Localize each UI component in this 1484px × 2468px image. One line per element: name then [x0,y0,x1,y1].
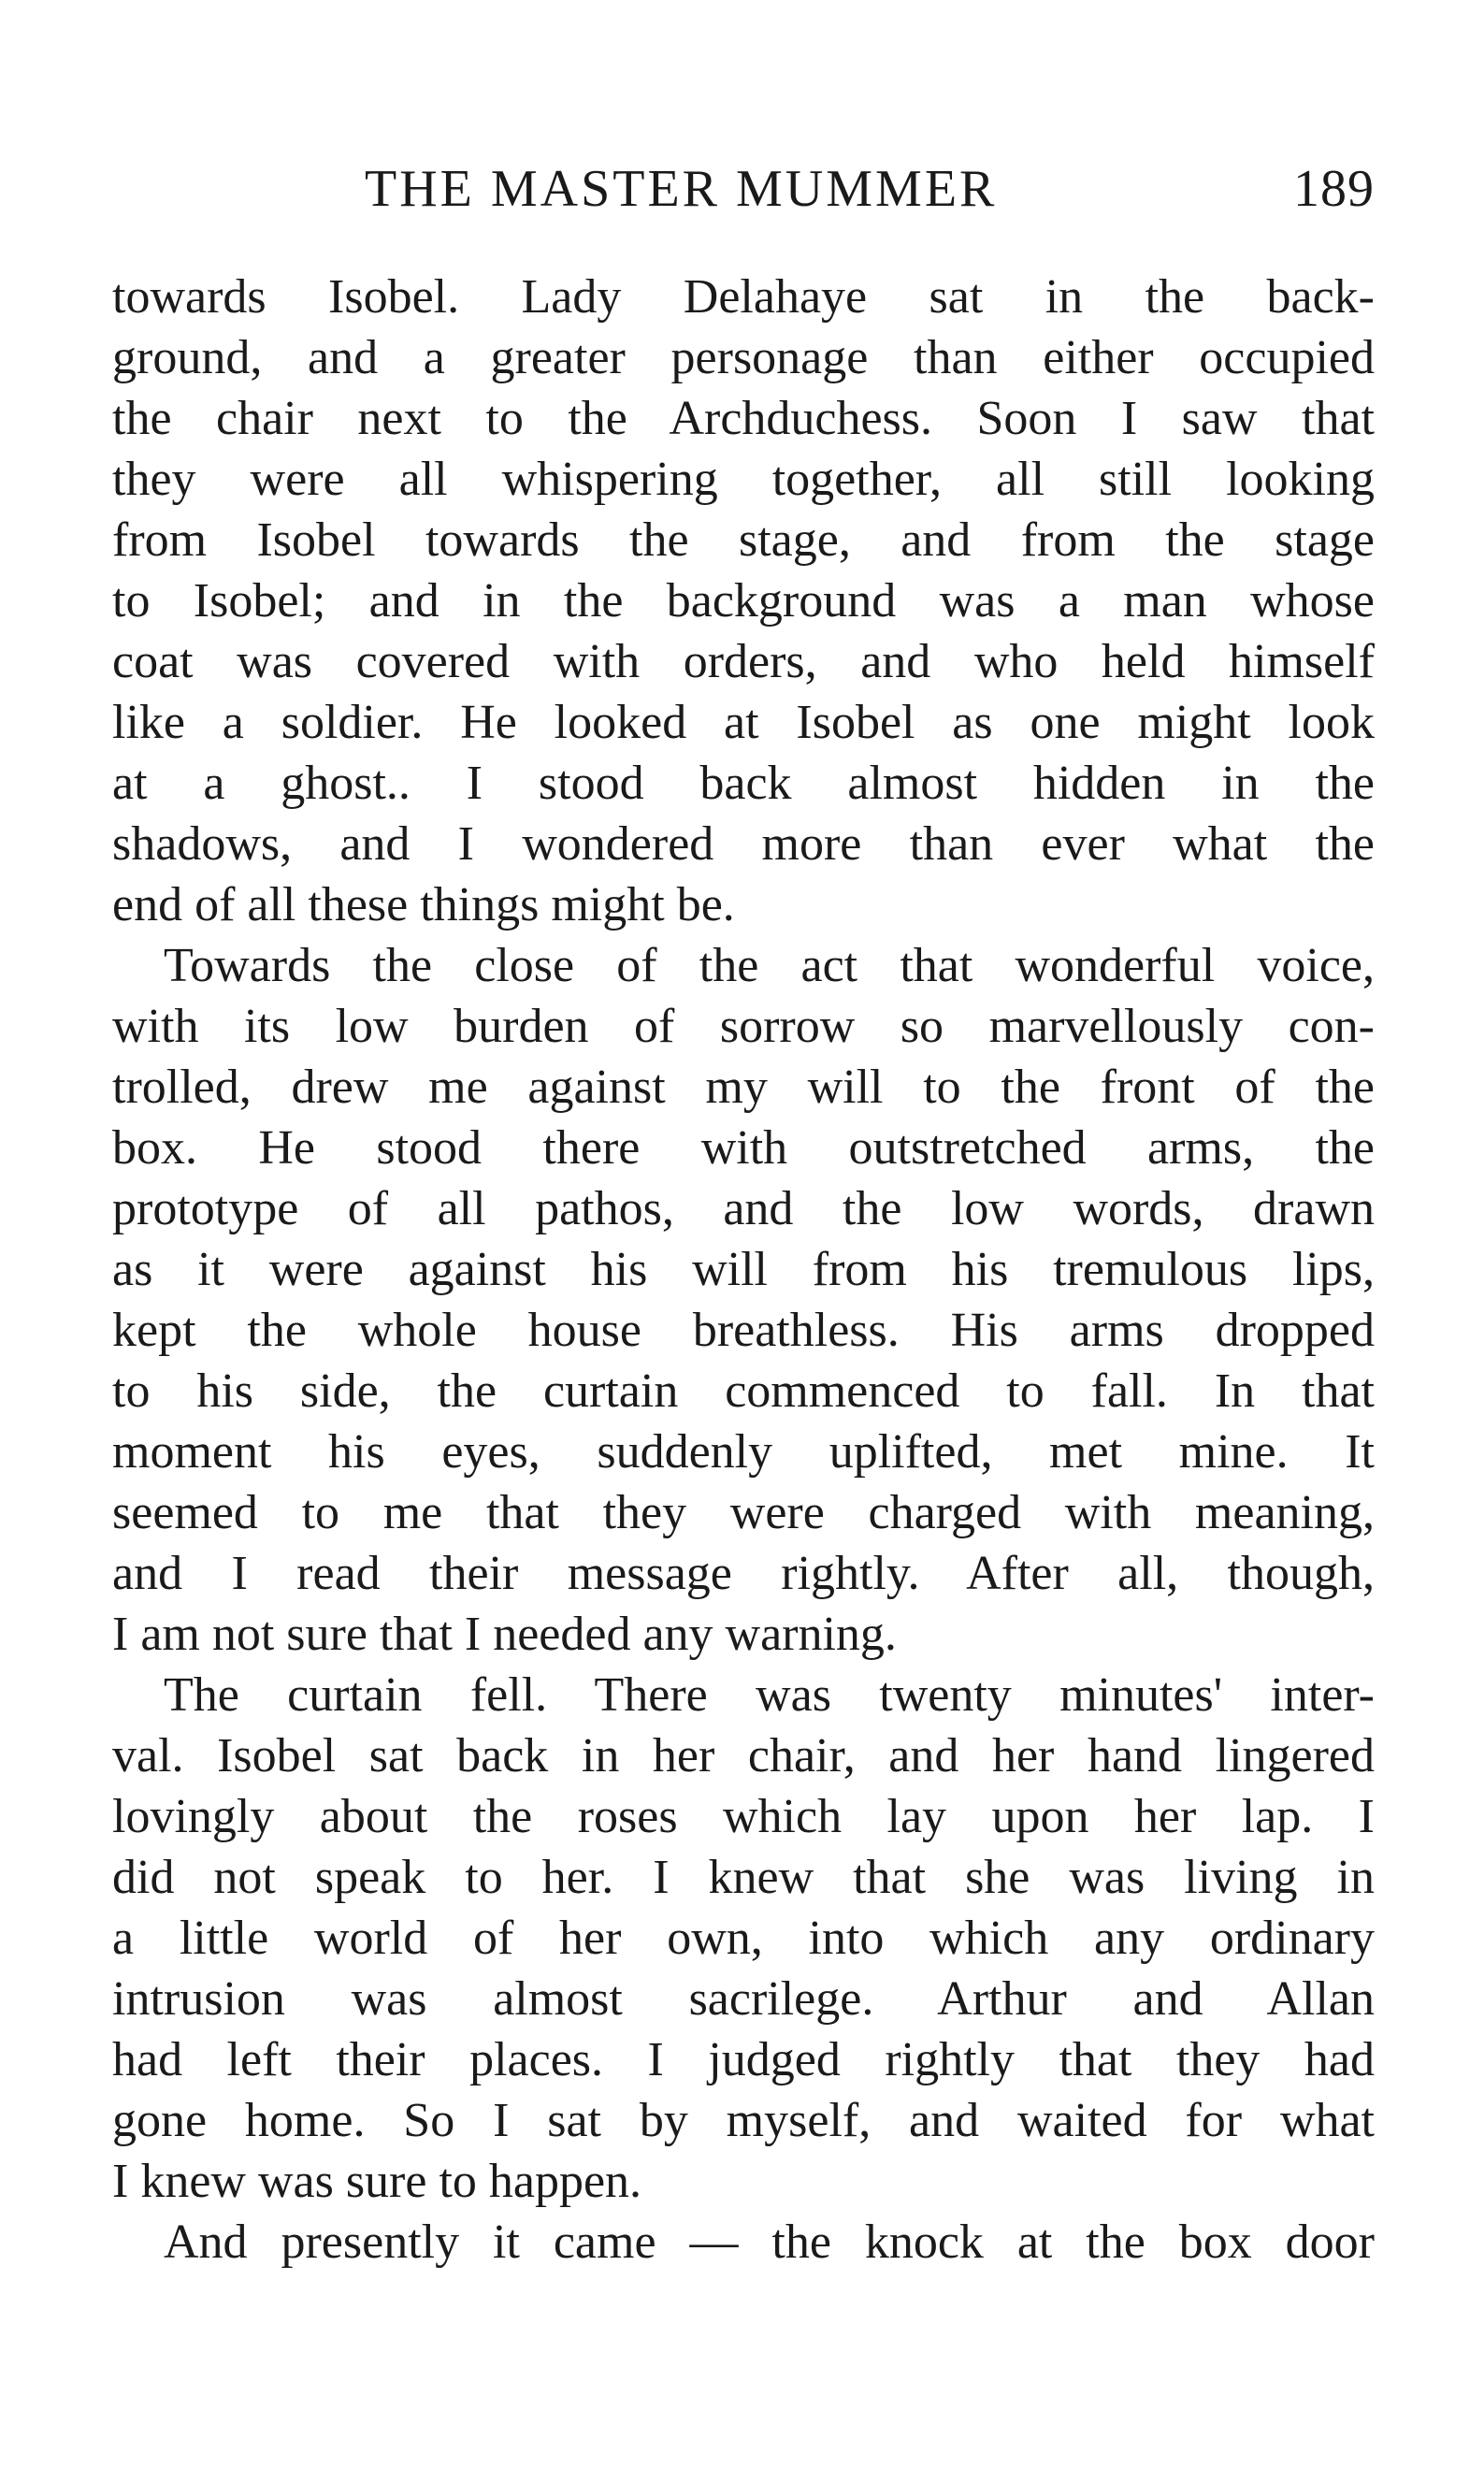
text-line: kept the whole house breathless. His arms dropped [112,1304,1375,1357]
text-line: the chair next to the Archduchess. Soon I saw that [112,392,1375,445]
paragraph-4 [112,2212,1375,2273]
text-line: lovingly about the roses which lay upon her lap. I [112,1790,1375,1843]
text-line: And presently it came — the knock at the box door [164,2215,1375,2269]
text-line: prototype of all pathos, and the low words, drawn [112,1182,1375,1235]
running-header [112,159,1375,234]
text-line: seemed to me that they were charged with meaning, [112,1486,1375,1539]
text-line: had left their places. I judged rightly that they had [112,2033,1375,2086]
text-line: a little world of her own, into which any ordinary [112,1912,1375,1965]
text-line: intrusion was almost sacrilege. Arthur and Allan [112,1972,1375,2026]
text-line: from Isobel towards the stage, and from the stage [112,513,1375,567]
text-line: val. Isobel sat back in her chair, and her hand lingered [112,1729,1375,1782]
paragraph-3 [112,1665,1375,2212]
text-line: and I read their message rightly. After all, though, [112,1547,1375,1600]
text-line: did not speak to her. I knew that she was living in [112,1851,1375,1904]
text-line: box. He stood there with outstretched arms, the [112,1121,1375,1175]
body-text [112,267,1375,2273]
text-line: like a soldier. He looked at Isobel as one might look [112,696,1375,749]
paragraph-1 [112,267,1375,935]
running-title: THE MASTER MUMMER [365,160,998,218]
text-line: coat was covered with orders, and who held himself [112,635,1375,688]
text-line: The curtain fell. There was twenty minutes' inter- [164,1668,1375,1722]
text-line: at a ghost.. I stood back almost hidden in the [112,757,1375,810]
text-line: Towards the close of the act that wonderful voice, [164,939,1375,992]
text-line: as it were against his will from his tremulous lips, [112,1243,1375,1296]
text-line: to his side, the curtain commenced to fall. In that [112,1364,1375,1418]
text-line: shadows, and I wondered more than ever what the [112,817,1375,871]
text-line: I knew was sure to happen. [112,2155,642,2208]
text-line: towards Isobel. Lady Delahaye sat in the back- [112,270,1375,324]
text-line: gone home. So I sat by myself, and waited for what [112,2094,1375,2147]
paragraph-2 [112,935,1375,1665]
text-line: to Isobel; and in the background was a man whose [112,574,1375,628]
text-line: end of all these things might be. [112,878,735,931]
page-number: 189 [1293,160,1375,218]
text-line: ground, and a greater personage than either occupied [112,331,1375,384]
text-line: they were all whispering together, all still looking [112,453,1375,506]
text-line: trolled, drew me against my will to the front of the [112,1061,1375,1114]
text-line: with its low burden of sorrow so marvellously con- [112,1000,1375,1053]
text-line: I am not sure that I needed any warning. [112,1608,897,1661]
text-line: moment his eyes, suddenly uplifted, met mine. It [112,1425,1375,1479]
